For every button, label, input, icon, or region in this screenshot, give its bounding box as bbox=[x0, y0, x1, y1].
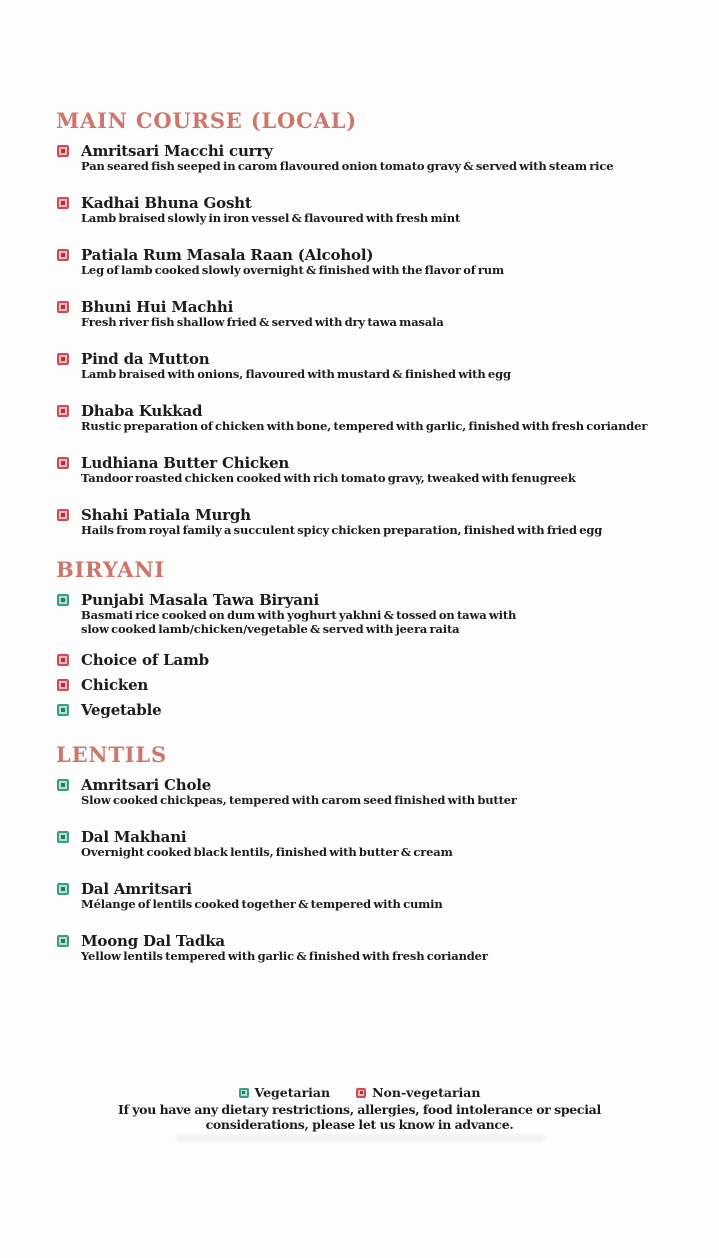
menu-item bbox=[56, 247, 652, 278]
section-items bbox=[56, 143, 652, 538]
veg-icon bbox=[57, 779, 69, 791]
nonveg-icon bbox=[57, 197, 69, 209]
item-name: Amritsari Chole bbox=[81, 776, 212, 794]
section-items bbox=[56, 777, 652, 964]
item-desc-line: slow cooked lamb/chicken/vegetable & served with jeera raita bbox=[81, 621, 460, 636]
item-desc bbox=[81, 316, 444, 330]
nonveg-icon bbox=[57, 249, 69, 261]
menu-item bbox=[56, 933, 652, 964]
section-title: MAIN COURSE (LOCAL) bbox=[56, 108, 358, 133]
menu-item bbox=[56, 507, 652, 538]
item-text bbox=[81, 195, 460, 226]
item-desc bbox=[81, 524, 602, 538]
item-name: Pind da Mutton bbox=[81, 350, 210, 368]
menu-item bbox=[56, 702, 652, 718]
item-desc bbox=[81, 368, 511, 382]
item-desc bbox=[81, 846, 453, 860]
menu-item bbox=[56, 403, 652, 434]
item-desc-line: Slow cooked chickpeas, tempered with carom seed finished with butter bbox=[81, 793, 517, 807]
menu-item bbox=[56, 677, 652, 693]
item-name: Shahi Patiala Murgh bbox=[81, 506, 251, 524]
menu-item bbox=[56, 195, 652, 226]
nonveg-icon bbox=[57, 654, 69, 666]
menu-section bbox=[56, 744, 652, 964]
diet-icon-dot bbox=[61, 658, 65, 662]
item-name: Vegetable bbox=[81, 701, 162, 719]
menu-item bbox=[56, 351, 652, 382]
item-text bbox=[81, 299, 444, 330]
veg-icon bbox=[239, 1088, 249, 1098]
diet-icon-dot bbox=[61, 201, 65, 205]
item-text bbox=[81, 933, 488, 964]
dietary-note-line1: If you have any dietary restrictions, allergies, food intolerance or special bbox=[118, 1102, 601, 1117]
diet-icon-dot bbox=[61, 887, 65, 891]
diet-icon-dot bbox=[61, 305, 65, 309]
item-desc-line: Yellow lentils tempered with garlic & finished with fresh coriander bbox=[81, 949, 488, 963]
item-desc bbox=[81, 160, 613, 174]
diet-legend bbox=[0, 1085, 719, 1100]
item-desc-line: Rustic preparation of chicken with bone, tempered with garlic, finished with fresh coriander bbox=[81, 419, 648, 433]
diet-icon-dot bbox=[61, 939, 65, 943]
item-desc bbox=[81, 898, 443, 912]
veg-icon bbox=[57, 704, 69, 716]
diet-icon-dot bbox=[61, 461, 65, 465]
diet-icon-dot bbox=[61, 683, 65, 687]
legend-non-vegetarian bbox=[356, 1085, 480, 1100]
item-desc-line: Mélange of lentils cooked together & tempered with cumin bbox=[81, 897, 443, 911]
item-desc-line: Leg of lamb cooked slowly overnight & finished with the flavor of rum bbox=[81, 263, 505, 277]
item-text bbox=[81, 677, 148, 693]
item-name: Kadhai Bhuna Gosht bbox=[81, 194, 252, 212]
nonveg-icon bbox=[57, 457, 69, 469]
nonveg-icon bbox=[57, 405, 69, 417]
item-desc-line: Fresh river fish shallow fried & served with dry tawa masala bbox=[81, 315, 444, 329]
section-items bbox=[56, 592, 652, 718]
item-name: Choice of Lamb bbox=[81, 651, 209, 669]
item-desc-line: Tandoor roasted chicken cooked with rich tomato gravy, tweaked with fenugreek bbox=[81, 471, 576, 485]
item-name: Amritsari Macchi curry bbox=[81, 142, 273, 160]
item-desc-line: Lamb braised with onions, flavoured with mustard & finished with egg bbox=[81, 367, 511, 381]
item-desc bbox=[81, 472, 576, 486]
item-desc bbox=[81, 609, 516, 636]
item-text bbox=[81, 455, 576, 486]
menu-footer bbox=[0, 1085, 719, 1132]
scan-smudge bbox=[175, 1135, 545, 1141]
diet-icon-dot bbox=[61, 357, 65, 361]
menu-section bbox=[56, 110, 652, 538]
item-text bbox=[81, 351, 511, 382]
item-desc bbox=[81, 212, 460, 226]
item-name: Dal Amritsari bbox=[81, 880, 192, 898]
menu-item bbox=[56, 299, 652, 330]
item-text bbox=[81, 507, 602, 538]
diet-icon-dot bbox=[61, 253, 65, 257]
diet-icon-dot bbox=[61, 708, 65, 712]
item-text bbox=[81, 247, 504, 278]
veg-icon bbox=[57, 831, 69, 843]
item-desc-line: Hails from royal family a succulent spicy chicken preparation, finished with fried egg bbox=[81, 523, 603, 537]
nonveg-icon-dot bbox=[360, 1091, 363, 1094]
item-text bbox=[81, 592, 516, 636]
veg-icon-dot bbox=[242, 1091, 245, 1094]
menu-item bbox=[56, 777, 652, 808]
item-desc bbox=[81, 264, 504, 278]
item-name: Ludhiana Butter Chicken bbox=[81, 454, 290, 472]
item-text bbox=[81, 777, 517, 808]
item-name: Dal Makhani bbox=[81, 828, 187, 846]
legend-vegetarian-label: Vegetarian bbox=[254, 1085, 331, 1100]
nonveg-icon bbox=[57, 301, 69, 313]
item-desc bbox=[81, 420, 647, 434]
diet-icon-dot bbox=[61, 835, 65, 839]
item-desc-line: Pan seared fish seeped in carom flavoured onion tomato gravy & served with steam rice bbox=[81, 159, 614, 173]
item-desc-line: Lamb braised slowly in iron vessel & flavoured with fresh mint bbox=[81, 211, 461, 225]
menu-item bbox=[56, 652, 652, 668]
menu-item bbox=[56, 143, 652, 174]
menu-item bbox=[56, 829, 652, 860]
item-desc-line: Overnight cooked black lentils, finished with butter & cream bbox=[81, 845, 453, 859]
item-name: Dhaba Kukkad bbox=[81, 402, 203, 420]
item-text bbox=[81, 829, 453, 860]
dietary-note-line2: considerations, please let us know in advance. bbox=[205, 1117, 514, 1132]
item-name: Bhuni Hui Machhi bbox=[81, 298, 234, 316]
veg-icon bbox=[57, 883, 69, 895]
item-text bbox=[81, 881, 443, 912]
section-title: LENTILS bbox=[56, 742, 167, 767]
diet-icon-dot bbox=[61, 598, 65, 602]
nonveg-icon bbox=[356, 1088, 366, 1098]
nonveg-icon bbox=[57, 353, 69, 365]
legend-vegetarian bbox=[239, 1085, 331, 1100]
item-name: Moong Dal Tadka bbox=[81, 932, 225, 950]
menu-item bbox=[56, 592, 652, 636]
legend-non-vegetarian-label: Non-vegetarian bbox=[372, 1085, 481, 1100]
item-name: Chicken bbox=[81, 676, 149, 694]
item-desc bbox=[81, 794, 517, 808]
item-name: Patiala Rum Masala Raan (Alcohol) bbox=[81, 246, 374, 264]
menu-item bbox=[56, 455, 652, 486]
item-text bbox=[81, 143, 613, 174]
diet-icon-dot bbox=[61, 149, 65, 153]
diet-icon-dot bbox=[61, 513, 65, 517]
menu-sections bbox=[56, 110, 652, 985]
nonveg-icon bbox=[57, 679, 69, 691]
section-title: BIRYANI bbox=[56, 557, 165, 582]
diet-icon-dot bbox=[61, 783, 65, 787]
diet-icon-dot bbox=[61, 409, 65, 413]
nonveg-icon bbox=[57, 145, 69, 157]
item-text bbox=[81, 403, 647, 434]
item-desc-line: Basmati rice cooked on dum with yoghurt yakhni & tossed on tawa with bbox=[81, 608, 517, 622]
nonveg-icon bbox=[57, 509, 69, 521]
item-text bbox=[81, 652, 209, 668]
veg-icon bbox=[57, 935, 69, 947]
item-desc bbox=[81, 950, 488, 964]
veg-icon bbox=[57, 594, 69, 606]
item-name: Punjabi Masala Tawa Biryani bbox=[81, 591, 319, 609]
menu-item bbox=[56, 881, 652, 912]
item-text bbox=[81, 702, 161, 718]
menu-section bbox=[56, 559, 652, 718]
